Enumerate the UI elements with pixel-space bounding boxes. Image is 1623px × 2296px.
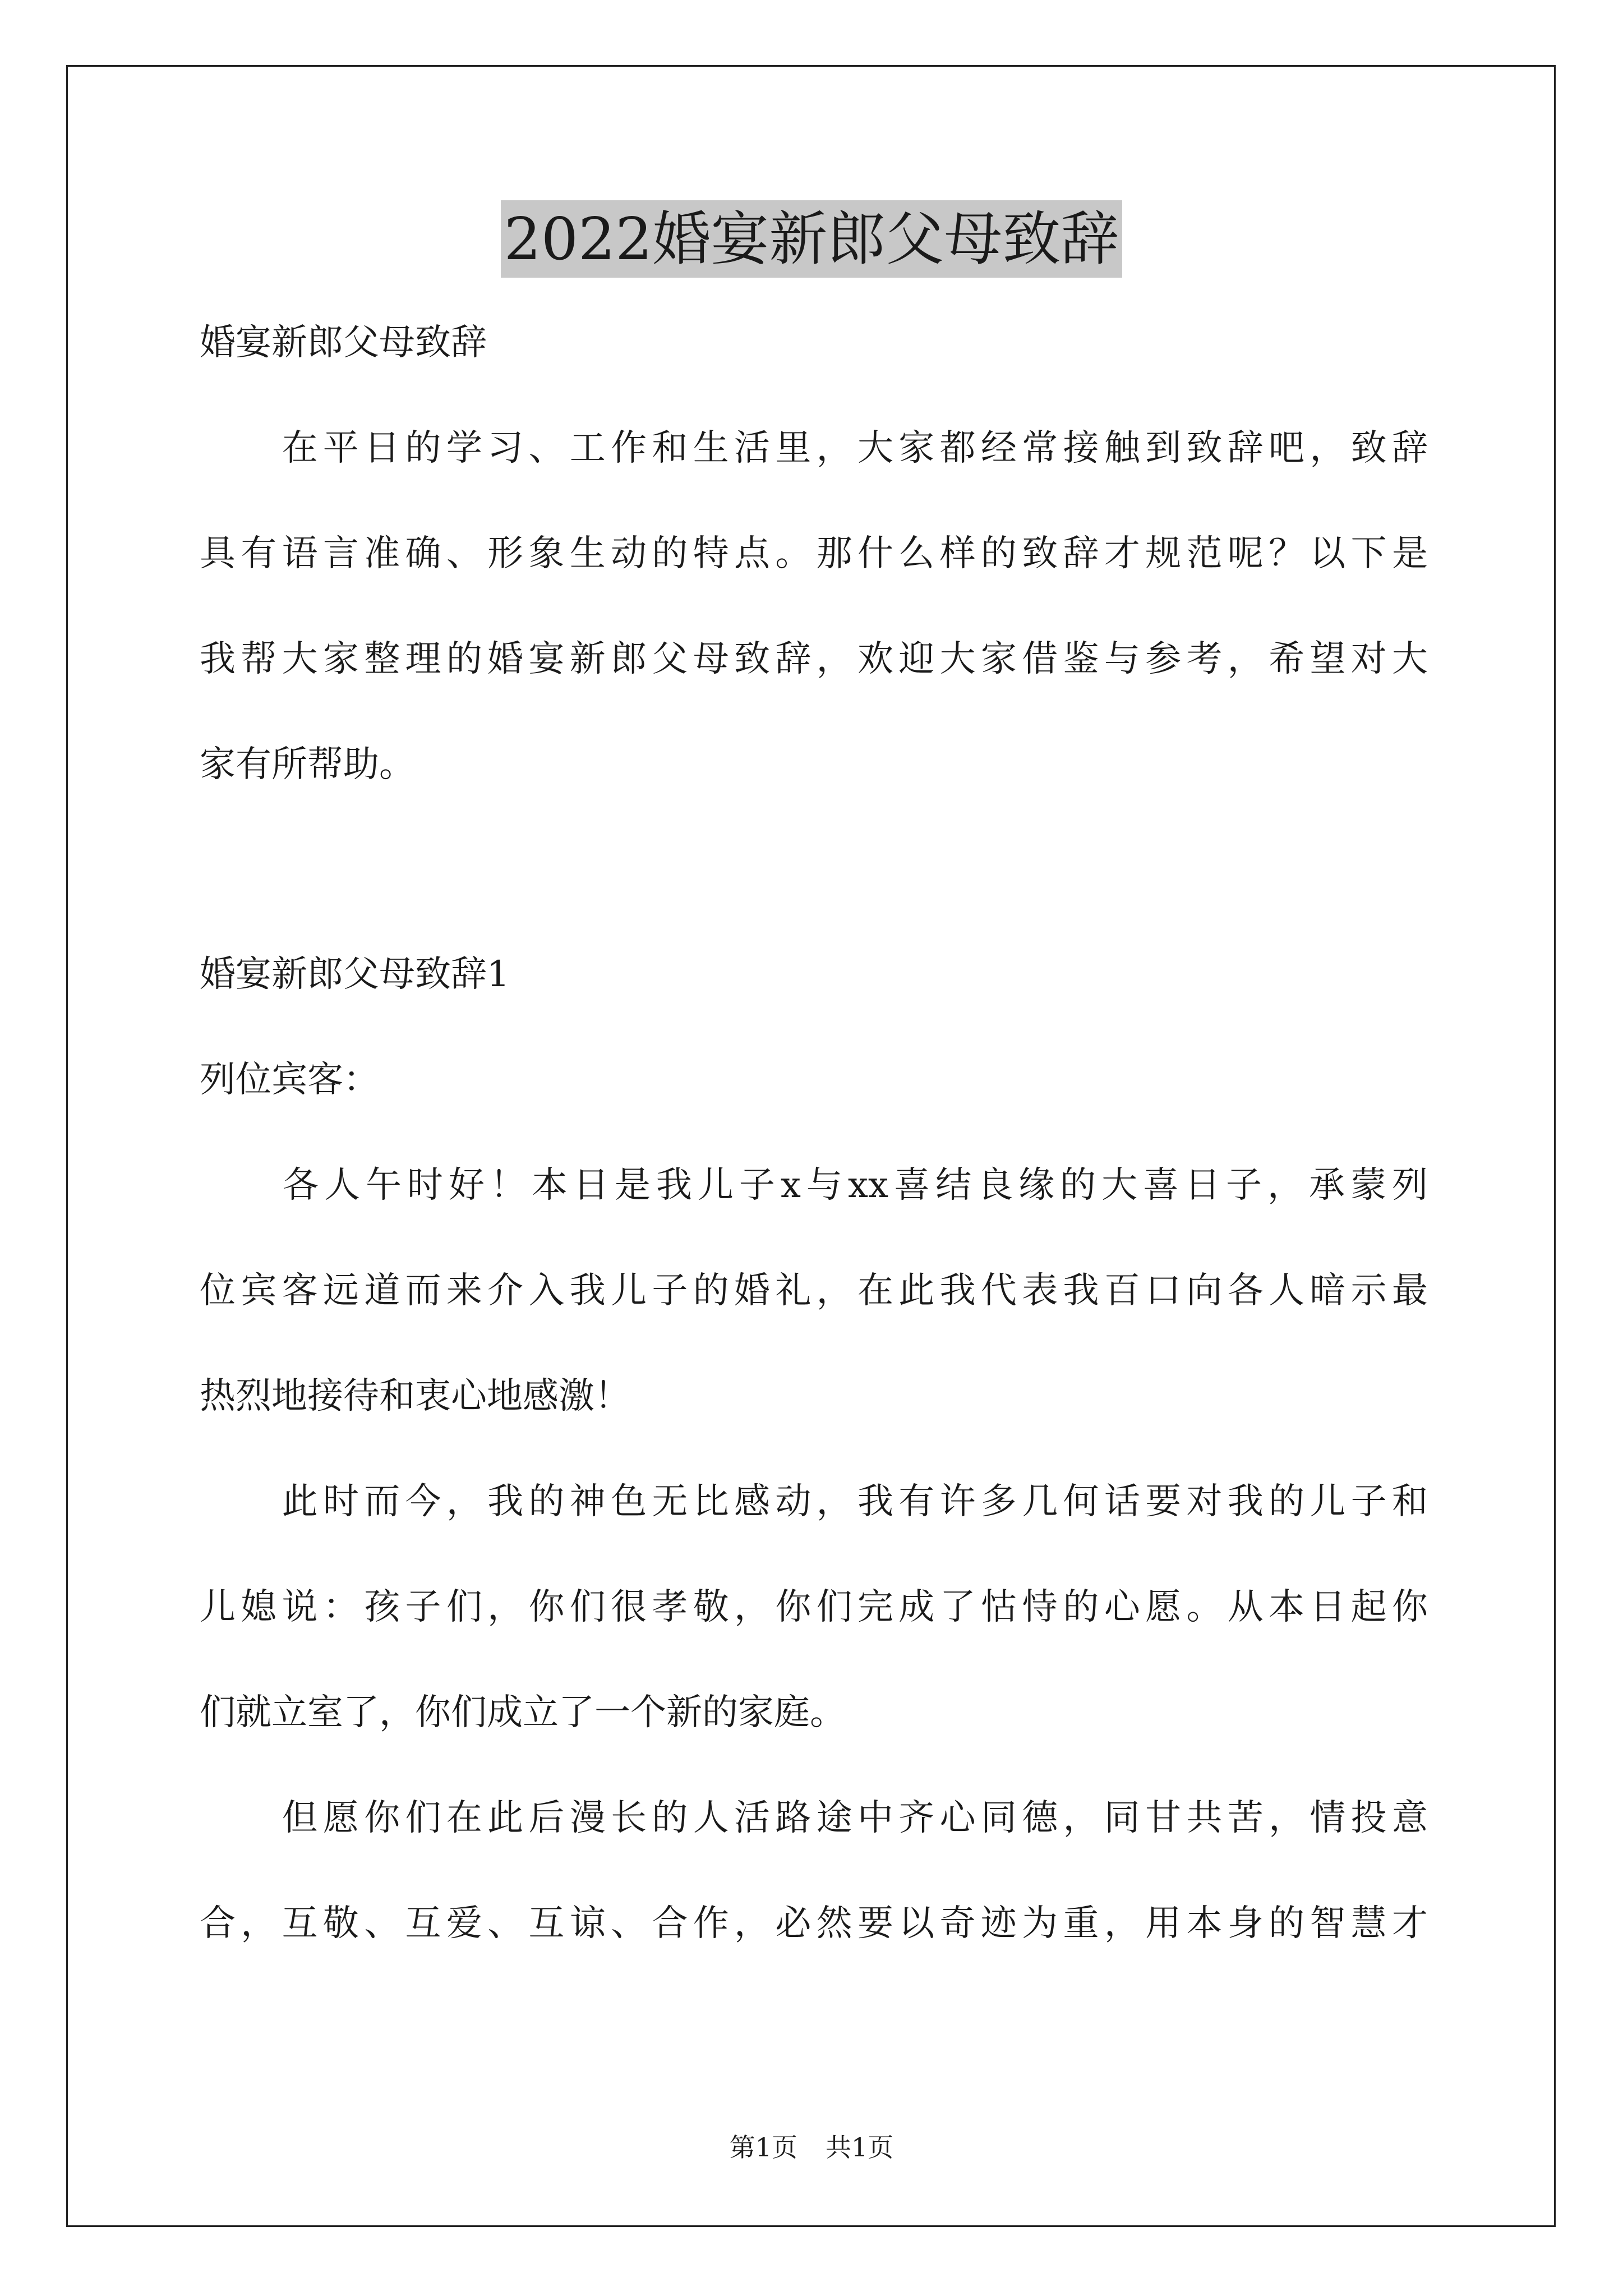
paragraph-line: 位宾客远道而来介入我儿子的婚礼，在此我代表我百口向各人暗示最 [200,1270,1428,1312]
section-heading: 婚宴新郎父母致辞1 [200,954,510,995]
paragraph-line: 热烈地接待和衷心地感激！ [200,1375,630,1417]
paragraph-line: 各人午时好！本日是我儿子x与xx喜结良缘的大喜日子，承蒙列 [200,1165,1428,1206]
paragraph-line: 家有所帮助。 [200,744,415,785]
paragraph-line: 在平日的学习、工作和生活里，大家都经常接触到致辞吧，致辞 [200,427,1428,469]
paragraph-line: 合，互敬、互爱、互谅、合作，必然要以奇迹为重，用本身的智慧才 [200,1903,1428,1944]
paragraph-line: 我帮大家整理的婚宴新郎父母致辞，欢迎大家借鉴与参考，希望对大 [200,638,1428,680]
title-container [0,200,1623,278]
paragraph-line: 们就立室了，你们成立了一个新的家庭。 [200,1692,846,1733]
paragraph-line: 但愿你们在此后漫长的人活路途中齐心同德，同甘共苦，情投意 [200,1797,1428,1839]
paragraph-line: 具有语言准确、形象生动的特点。那什么样的致辞才规范呢？以下是 [200,533,1428,574]
page-footer [0,2131,1623,2164]
section-heading: 婚宴新郎父母致辞 [200,322,487,364]
paragraph-line: 此时而今，我的神色无比感动，我有许多几何话要对我的儿子和 [200,1481,1428,1522]
page-number-total: 共1页 [826,2132,894,2162]
document-title: 2022婚宴新郎父母致辞 [501,200,1123,278]
salutation: 列位宾客： [200,1059,379,1101]
page-number-current: 第1页 [729,2132,797,2162]
paragraph-line: 儿媳说：孩子们，你们很孝敬，你们完成了怙恃的心愿。从本日起你 [200,1586,1428,1628]
